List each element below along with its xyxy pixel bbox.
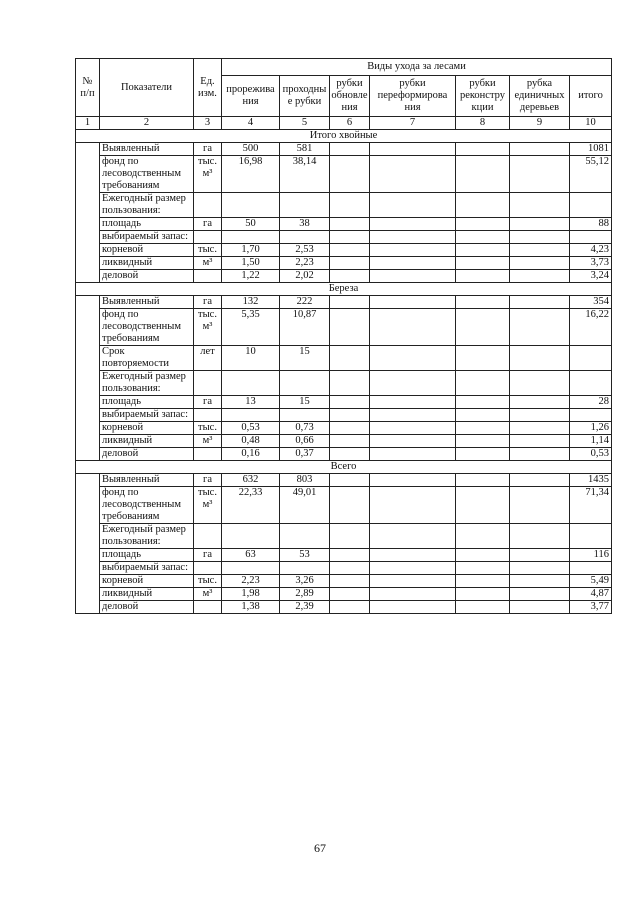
value-single-tree-cutting	[510, 549, 570, 562]
value-thinning: 22,33	[222, 487, 280, 524]
value-reformation-cutting	[370, 143, 456, 156]
value-single-tree-cutting	[510, 474, 570, 487]
value-reconstruction-cutting	[456, 562, 510, 575]
value-single-tree-cutting	[510, 409, 570, 422]
value-renewal-cutting	[330, 231, 370, 244]
value-total	[570, 562, 612, 575]
col-header-indicator: Показатели	[100, 59, 194, 117]
col-header-num: № п/п	[76, 59, 100, 117]
value-reconstruction-cutting	[456, 296, 510, 309]
value-total: 28	[570, 396, 612, 409]
unit-cell	[194, 448, 222, 461]
value-total: 354	[570, 296, 612, 309]
row-label: Выявленный	[100, 296, 194, 309]
value-total: 4,87	[570, 588, 612, 601]
section-title: Всего	[76, 461, 612, 474]
row-label: выбираемый запас:	[100, 231, 194, 244]
value-thinning	[222, 562, 280, 575]
value-thinning	[222, 524, 280, 549]
value-reconstruction-cutting	[456, 371, 510, 396]
table-row	[76, 244, 612, 257]
value-single-tree-cutting	[510, 524, 570, 549]
row-label: Ежегодный размер пользования:	[100, 524, 194, 549]
value-renewal-cutting	[330, 575, 370, 588]
value-reformation-cutting	[370, 346, 456, 371]
value-reformation-cutting	[370, 487, 456, 524]
value-single-tree-cutting	[510, 244, 570, 257]
value-passage-cutting: 222	[280, 296, 330, 309]
value-single-tree-cutting	[510, 257, 570, 270]
value-passage-cutting: 38,14	[280, 156, 330, 193]
value-thinning: 500	[222, 143, 280, 156]
value-single-tree-cutting	[510, 435, 570, 448]
unit-cell: м³	[194, 435, 222, 448]
value-renewal-cutting	[330, 396, 370, 409]
col-index: 8	[456, 117, 510, 130]
value-reconstruction-cutting	[456, 487, 510, 524]
value-passage-cutting: 38	[280, 218, 330, 231]
value-reformation-cutting	[370, 562, 456, 575]
value-total: 0,53	[570, 448, 612, 461]
unit-cell: га	[194, 549, 222, 562]
value-renewal-cutting	[330, 193, 370, 218]
row-label: выбираемый запас:	[100, 562, 194, 575]
value-reformation-cutting	[370, 524, 456, 549]
col-header-single-tree-cutting: рубка единичных деревьев	[510, 76, 570, 117]
value-thinning: 16,98	[222, 156, 280, 193]
value-renewal-cutting	[330, 549, 370, 562]
value-reconstruction-cutting	[456, 601, 510, 614]
col-index: 3	[194, 117, 222, 130]
table-row	[76, 474, 612, 487]
col-header-renewal-cutting: рубки обновле ния	[330, 76, 370, 117]
unit-cell: м³	[194, 588, 222, 601]
table-row	[76, 487, 612, 524]
value-single-tree-cutting	[510, 309, 570, 346]
value-passage-cutting: 10,87	[280, 309, 330, 346]
value-reformation-cutting	[370, 156, 456, 193]
row-label: корневой	[100, 422, 194, 435]
value-passage-cutting	[280, 562, 330, 575]
row-label: площадь	[100, 218, 194, 231]
table-body	[76, 130, 612, 614]
value-passage-cutting: 53	[280, 549, 330, 562]
row-label: ликвидный	[100, 435, 194, 448]
value-single-tree-cutting	[510, 156, 570, 193]
value-reconstruction-cutting	[456, 270, 510, 283]
value-renewal-cutting	[330, 588, 370, 601]
table-row	[76, 409, 612, 422]
value-renewal-cutting	[330, 524, 370, 549]
value-reconstruction-cutting	[456, 549, 510, 562]
unit-cell: тыс.	[194, 244, 222, 257]
value-thinning: 5,35	[222, 309, 280, 346]
value-total	[570, 409, 612, 422]
value-total: 1081	[570, 143, 612, 156]
value-passage-cutting: 15	[280, 346, 330, 371]
value-passage-cutting: 2,23	[280, 257, 330, 270]
value-total: 1,26	[570, 422, 612, 435]
row-label: ликвидный	[100, 588, 194, 601]
unit-cell	[194, 193, 222, 218]
table-row	[76, 435, 612, 448]
value-thinning: 0,53	[222, 422, 280, 435]
row-number-cell	[76, 474, 100, 614]
row-label: Ежегодный размер пользования:	[100, 371, 194, 396]
value-reformation-cutting	[370, 588, 456, 601]
row-label: фонд по лесоводственным требованиям	[100, 156, 194, 193]
value-renewal-cutting	[330, 562, 370, 575]
value-thinning: 10	[222, 346, 280, 371]
col-header-unit: Ед. изм.	[194, 59, 222, 117]
table-row	[76, 601, 612, 614]
value-renewal-cutting	[330, 435, 370, 448]
value-renewal-cutting	[330, 371, 370, 396]
col-header-thinning: прорежива ния	[222, 76, 280, 117]
value-passage-cutting	[280, 193, 330, 218]
value-reconstruction-cutting	[456, 257, 510, 270]
section-title: Итого хвойные	[76, 130, 612, 143]
value-renewal-cutting	[330, 487, 370, 524]
value-total: 116	[570, 549, 612, 562]
col-index: 6	[330, 117, 370, 130]
value-passage-cutting	[280, 231, 330, 244]
unit-cell: га	[194, 218, 222, 231]
value-single-tree-cutting	[510, 575, 570, 588]
value-single-tree-cutting	[510, 422, 570, 435]
value-single-tree-cutting	[510, 448, 570, 461]
value-single-tree-cutting	[510, 588, 570, 601]
unit-cell: га	[194, 474, 222, 487]
value-passage-cutting: 2,53	[280, 244, 330, 257]
value-passage-cutting: 15	[280, 396, 330, 409]
col-header-reconstruction-cutting: рубки реконстру кции	[456, 76, 510, 117]
table-row	[76, 371, 612, 396]
value-passage-cutting: 0,66	[280, 435, 330, 448]
value-reformation-cutting	[370, 296, 456, 309]
table-row	[76, 549, 612, 562]
value-reconstruction-cutting	[456, 422, 510, 435]
table-row	[76, 575, 612, 588]
value-reconstruction-cutting	[456, 524, 510, 549]
row-label: корневой	[100, 244, 194, 257]
row-label: выбираемый запас:	[100, 409, 194, 422]
value-thinning: 1,38	[222, 601, 280, 614]
value-total: 88	[570, 218, 612, 231]
unit-cell	[194, 371, 222, 396]
value-renewal-cutting	[330, 257, 370, 270]
value-reconstruction-cutting	[456, 448, 510, 461]
unit-cell	[194, 231, 222, 244]
value-single-tree-cutting	[510, 487, 570, 524]
value-thinning	[222, 193, 280, 218]
value-reformation-cutting	[370, 257, 456, 270]
value-passage-cutting: 0,73	[280, 422, 330, 435]
unit-cell: тыс. м³	[194, 156, 222, 193]
value-reformation-cutting	[370, 218, 456, 231]
value-thinning: 132	[222, 296, 280, 309]
unit-cell	[194, 270, 222, 283]
value-renewal-cutting	[330, 601, 370, 614]
unit-cell: лет	[194, 346, 222, 371]
unit-cell: га	[194, 296, 222, 309]
col-index: 5	[280, 117, 330, 130]
unit-cell	[194, 562, 222, 575]
value-thinning: 0,48	[222, 435, 280, 448]
value-thinning	[222, 231, 280, 244]
section-header-row	[76, 461, 612, 474]
value-total	[570, 524, 612, 549]
col-index: 4	[222, 117, 280, 130]
value-reformation-cutting	[370, 309, 456, 346]
row-label: деловой	[100, 601, 194, 614]
value-passage-cutting	[280, 409, 330, 422]
value-reformation-cutting	[370, 193, 456, 218]
value-renewal-cutting	[330, 270, 370, 283]
value-passage-cutting	[280, 524, 330, 549]
col-index: 10	[570, 117, 612, 130]
section-header-row	[76, 130, 612, 143]
value-thinning	[222, 371, 280, 396]
value-renewal-cutting	[330, 409, 370, 422]
value-total: 1435	[570, 474, 612, 487]
row-label: деловой	[100, 448, 194, 461]
row-number-cell	[76, 143, 100, 283]
value-reconstruction-cutting	[456, 143, 510, 156]
row-label: Выявленный	[100, 143, 194, 156]
table-row	[76, 257, 612, 270]
value-total: 3,77	[570, 601, 612, 614]
value-thinning: 1,98	[222, 588, 280, 601]
value-single-tree-cutting	[510, 143, 570, 156]
value-passage-cutting: 2,89	[280, 588, 330, 601]
value-passage-cutting: 803	[280, 474, 330, 487]
value-renewal-cutting	[330, 296, 370, 309]
table-row	[76, 309, 612, 346]
value-total: 55,12	[570, 156, 612, 193]
value-renewal-cutting	[330, 422, 370, 435]
value-renewal-cutting	[330, 218, 370, 231]
page-number: 67	[314, 841, 326, 855]
unit-cell: м³	[194, 257, 222, 270]
value-reconstruction-cutting	[456, 409, 510, 422]
value-thinning: 13	[222, 396, 280, 409]
value-total	[570, 193, 612, 218]
value-passage-cutting: 581	[280, 143, 330, 156]
col-header-reformation-cutting: рубки переформирова ния	[370, 76, 456, 117]
row-label: площадь	[100, 396, 194, 409]
value-total: 5,49	[570, 575, 612, 588]
table-row	[76, 588, 612, 601]
value-renewal-cutting	[330, 474, 370, 487]
value-reconstruction-cutting	[456, 193, 510, 218]
value-single-tree-cutting	[510, 270, 570, 283]
value-total: 4,23	[570, 244, 612, 257]
value-single-tree-cutting	[510, 296, 570, 309]
unit-cell	[194, 409, 222, 422]
value-total	[570, 346, 612, 371]
forest-care-table-sheet	[75, 58, 611, 614]
value-reconstruction-cutting	[456, 396, 510, 409]
value-thinning	[222, 409, 280, 422]
unit-cell: тыс. м³	[194, 487, 222, 524]
value-reformation-cutting	[370, 371, 456, 396]
value-total: 1,14	[570, 435, 612, 448]
unit-cell: га	[194, 143, 222, 156]
value-passage-cutting: 3,26	[280, 575, 330, 588]
unit-cell	[194, 601, 222, 614]
value-reconstruction-cutting	[456, 575, 510, 588]
value-single-tree-cutting	[510, 371, 570, 396]
table-row	[76, 193, 612, 218]
value-single-tree-cutting	[510, 218, 570, 231]
value-renewal-cutting	[330, 143, 370, 156]
col-index: 9	[510, 117, 570, 130]
row-label: фонд по лесоводственным требованиям	[100, 487, 194, 524]
col-header-total: итого	[570, 76, 612, 117]
row-label: Срок повторяемости	[100, 346, 194, 371]
row-label: ликвидный	[100, 257, 194, 270]
col-index: 7	[370, 117, 456, 130]
value-thinning: 0,16	[222, 448, 280, 461]
value-reconstruction-cutting	[456, 346, 510, 371]
section-header-row	[76, 283, 612, 296]
value-single-tree-cutting	[510, 231, 570, 244]
table-row	[76, 396, 612, 409]
value-reformation-cutting	[370, 549, 456, 562]
value-single-tree-cutting	[510, 346, 570, 371]
value-renewal-cutting	[330, 156, 370, 193]
value-reconstruction-cutting	[456, 244, 510, 257]
value-single-tree-cutting	[510, 396, 570, 409]
row-label: деловой	[100, 270, 194, 283]
row-label: Ежегодный размер пользования:	[100, 193, 194, 218]
value-reformation-cutting	[370, 575, 456, 588]
row-label: фонд по лесоводственным требованиям	[100, 309, 194, 346]
value-passage-cutting: 2,02	[280, 270, 330, 283]
table-row	[76, 156, 612, 193]
value-renewal-cutting	[330, 244, 370, 257]
col-header-group: Виды ухода за лесами	[222, 59, 612, 76]
section-title: Береза	[76, 283, 612, 296]
value-reformation-cutting	[370, 601, 456, 614]
value-reformation-cutting	[370, 448, 456, 461]
table-row	[76, 270, 612, 283]
value-reformation-cutting	[370, 474, 456, 487]
value-reformation-cutting	[370, 231, 456, 244]
value-total: 71,34	[570, 487, 612, 524]
value-reconstruction-cutting	[456, 588, 510, 601]
value-thinning: 63	[222, 549, 280, 562]
value-total: 16,22	[570, 309, 612, 346]
value-thinning: 2,23	[222, 575, 280, 588]
table-row	[76, 143, 612, 156]
table-row	[76, 218, 612, 231]
value-reconstruction-cutting	[456, 435, 510, 448]
value-renewal-cutting	[330, 309, 370, 346]
value-reconstruction-cutting	[456, 218, 510, 231]
table-row	[76, 448, 612, 461]
row-number-cell	[76, 296, 100, 461]
value-reconstruction-cutting	[456, 474, 510, 487]
value-thinning: 1,70	[222, 244, 280, 257]
table-row	[76, 296, 612, 309]
forest-care-table	[75, 58, 612, 614]
value-passage-cutting: 49,01	[280, 487, 330, 524]
unit-cell: тыс.	[194, 575, 222, 588]
value-passage-cutting	[280, 371, 330, 396]
unit-cell: тыс. м³	[194, 309, 222, 346]
value-total	[570, 231, 612, 244]
value-thinning: 50	[222, 218, 280, 231]
value-reformation-cutting	[370, 422, 456, 435]
value-total	[570, 371, 612, 396]
column-index-row	[76, 117, 612, 130]
row-label: корневой	[100, 575, 194, 588]
value-thinning: 1,50	[222, 257, 280, 270]
unit-cell: тыс.	[194, 422, 222, 435]
value-passage-cutting: 2,39	[280, 601, 330, 614]
value-reformation-cutting	[370, 435, 456, 448]
value-renewal-cutting	[330, 448, 370, 461]
value-reformation-cutting	[370, 396, 456, 409]
value-reformation-cutting	[370, 409, 456, 422]
value-thinning: 632	[222, 474, 280, 487]
table-row	[76, 422, 612, 435]
table-row	[76, 524, 612, 549]
value-single-tree-cutting	[510, 562, 570, 575]
value-single-tree-cutting	[510, 601, 570, 614]
table-row	[76, 562, 612, 575]
table-row	[76, 231, 612, 244]
col-index: 2	[100, 117, 194, 130]
row-label: Выявленный	[100, 474, 194, 487]
value-reconstruction-cutting	[456, 156, 510, 193]
value-reconstruction-cutting	[456, 231, 510, 244]
value-total: 3,73	[570, 257, 612, 270]
value-renewal-cutting	[330, 346, 370, 371]
value-reconstruction-cutting	[456, 309, 510, 346]
table-row	[76, 346, 612, 371]
value-thinning: 1,22	[222, 270, 280, 283]
value-reformation-cutting	[370, 244, 456, 257]
col-header-passage-cutting: проходны е рубки	[280, 76, 330, 117]
value-total: 3,24	[570, 270, 612, 283]
value-reformation-cutting	[370, 270, 456, 283]
unit-cell: га	[194, 396, 222, 409]
row-label: площадь	[100, 549, 194, 562]
value-passage-cutting: 0,37	[280, 448, 330, 461]
value-single-tree-cutting	[510, 193, 570, 218]
unit-cell	[194, 524, 222, 549]
col-index: 1	[76, 117, 100, 130]
